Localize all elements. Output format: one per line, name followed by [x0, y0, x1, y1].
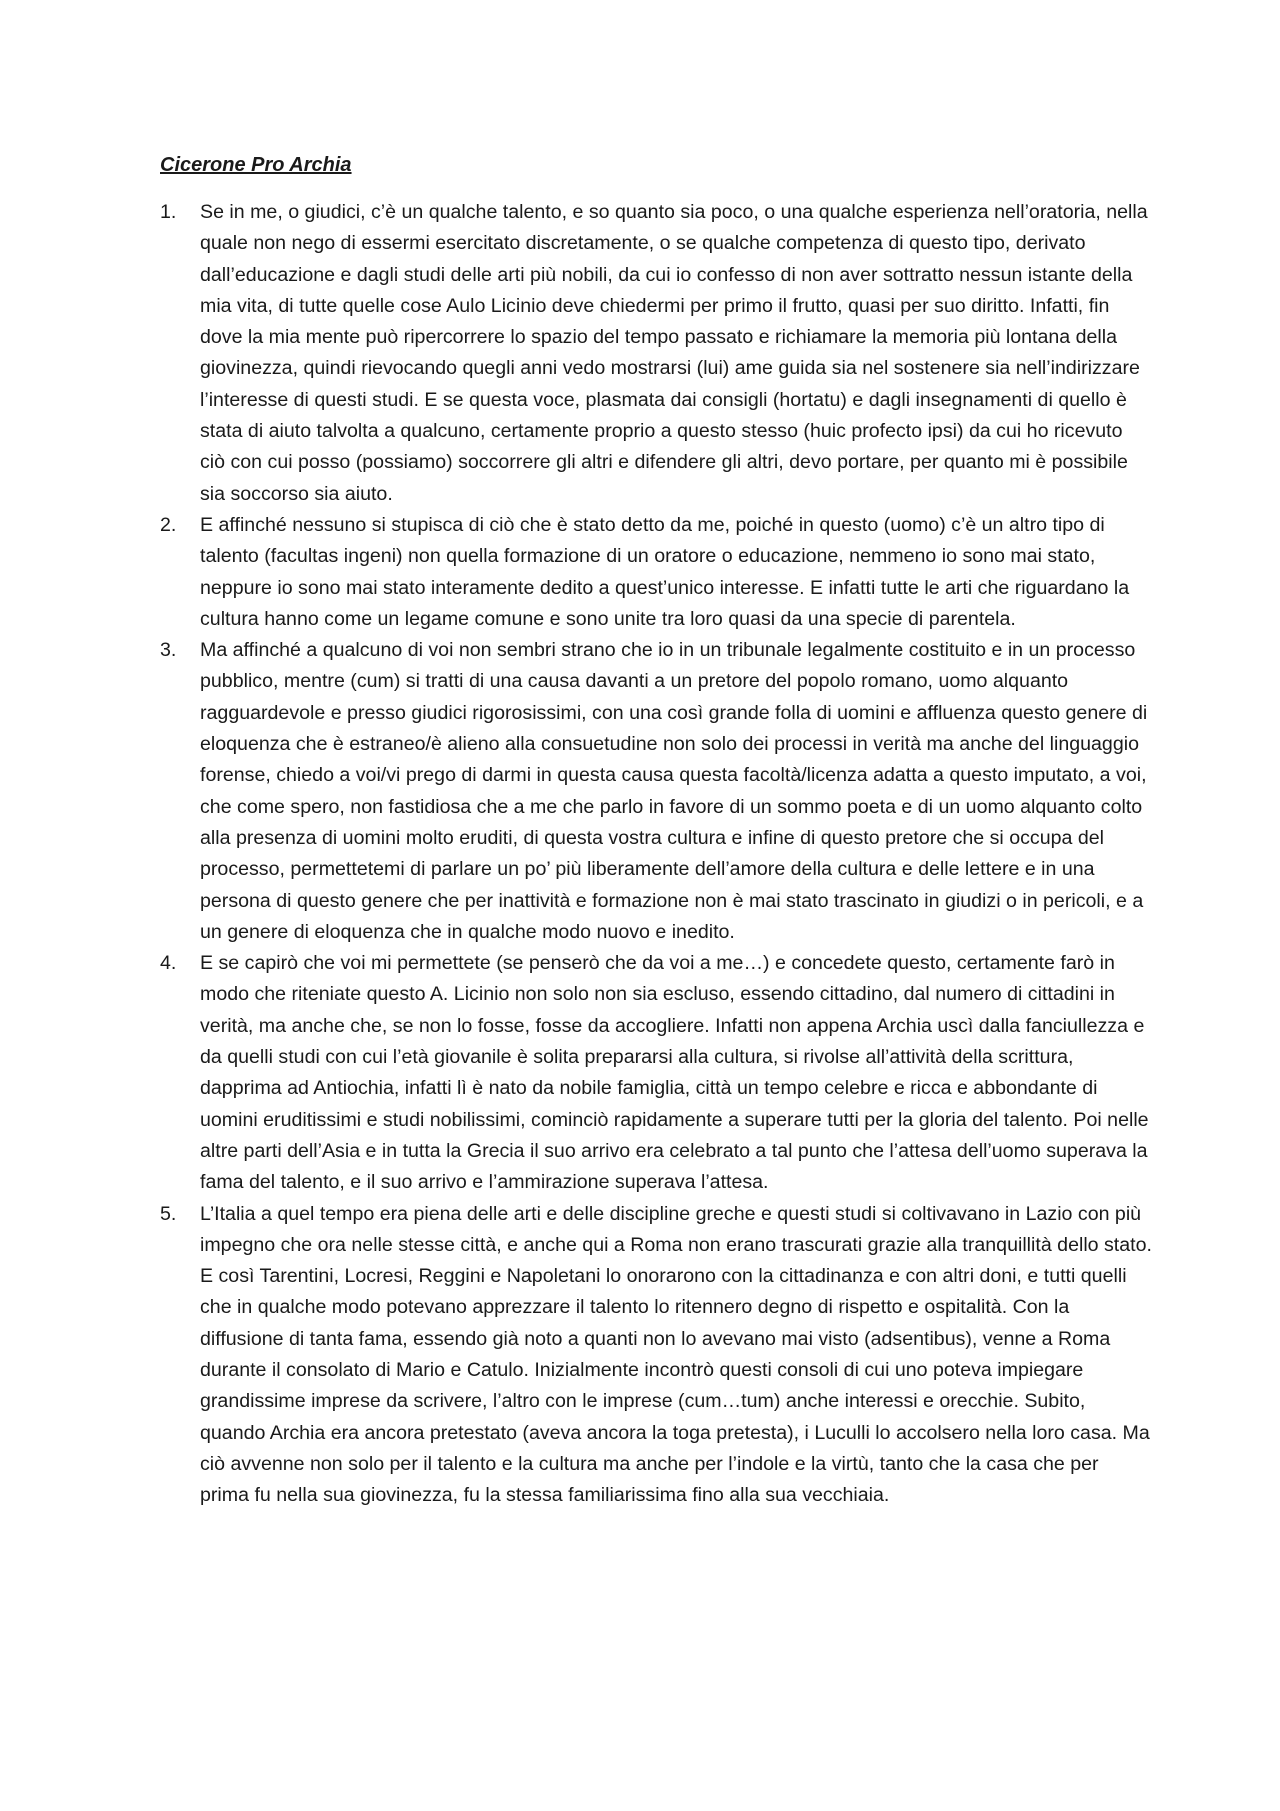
paragraph-number: 3.: [160, 639, 177, 662]
paragraph-1: [160, 197, 1152, 510]
paragraph-number: 1.: [160, 201, 177, 223]
paragraph-5: [160, 1199, 1152, 1512]
document-body: [160, 151, 1152, 1511]
paragraph-number: 2.: [160, 513, 177, 536]
numbered-paragraph-list: [160, 197, 1152, 1511]
paragraph-4: [160, 948, 1152, 1198]
paragraph-2: [160, 510, 1152, 635]
paragraph-text: E se capirò che voi mi permettete (se penserò che da voi a me…) e concedete questo, certamente farò in modo che riteniate questo A. Licinio non solo non sia escluso, essendo cittadino, dal numero di cittadini in verità, ma anche che, se non lo fosse, fosse da accogliere. Infatti non appena Archia uscì dalla fanciullezza e da quelli studi con cui l’età giovanile è solita prepararsi alla cultura, si rivolse all’attività della scrittura, dapprima ad Antiochia, infatti lì è nato da nobile famiglia, città un tempo celebre e ricca e abbondante di uomini eruditissimi e studi nobilissimi, cominciò rapidamente a superare tutti per la gloria del talento. Poi nelle altre parti dell’Asia e in tutta la Grecia il suo arrivo era celebrato a tal punto che l’attesa dell’uomo superava la fama del talento, e il suo arrivo e l’ammirazione superava l’attesa.: [200, 952, 1149, 1194]
paragraph-number: 5.: [160, 1202, 177, 1225]
paragraph-text: Ma affinché a qualcuno di voi non sembri strano che io in un tribunale legalmente costituito e in un processo pubblico, mentre (cum) si tratti di una causa davanti a un pretore del popolo romano, uomo alquanto ragguardevole e presso giudici rigorosissimi, con una così grande folla di uomini e affluenza questo genere di eloquenza che è estraneo/è alieno alla consuetudine non solo dei processi in verità ma anche del linguaggio forense, chiedo a voi/vi prego di darmi in questa causa questa facoltà/licenza adatta a questo imputato, a voi, che come spero, non fastidiosa che a me che parlo in favore di un sommo poeta e di un uomo alquanto colto alla presenza di uomini molto eruditi, di questa vostra cultura e infine di questo pretore che si occupa del processo, permettetemi di parlare un po’ più liberamente dell’amore della cultura e delle lettere e in una persona di questo genere che per inattività e formazione non è mai stato trascinato in giudizi o in pericoli, e a un genere di eloquenza che in qualche modo nuovo e inedito.: [200, 639, 1148, 943]
paragraph-number: 4.: [160, 952, 177, 975]
document-title: Cicerone Pro Archia: [160, 154, 352, 176]
paragraph-text: L’Italia a quel tempo era piena delle arti e delle discipline greche e questi studi si coltivavano in Lazio con più impegno che ora nelle stesse città, e anche qui a Roma non erano trascurati grazie alla tranquillità dello stato. E così Tarentini, Locresi, Reggini e Napoletani lo onorarono con la cittadinanza e con altri doni, e tutti quelli che in qualche modo potevano apprezzare il talento lo ritennero degno di rispetto e ospitalità. Con la diffusione di tanta fama, essendo già noto a quanti non lo avevano mai visto (adsentibus), venne a Roma durante il consolato di Mario e Catulo. Inizialmente incontrò questi consoli di cui uno poteva impiegare grandissime imprese da scrivere, l’altro con le imprese (cum…tum) anche interessi e orecchie. Subito, quando Archia era ancora pretestato (aveva ancora la toga pretesta), i Luculli lo accolsero nella loro casa. Ma ciò avvenne non solo per il talento e la cultura ma anche per l’indole e la virtù, tanto che la casa che per prima fu nella sua giovinezza, fu la stessa familiarissima fino alla sua vecchiaia.: [200, 1202, 1152, 1507]
paragraph-3: [160, 635, 1152, 948]
paragraph-text: E affinché nessuno si stupisca di ciò che è stato detto da me, poiché in questo (uomo) c’è un altro tipo di talento (facultas ingeni) non quella formazione di un oratore o educazione, nemmeno io sono mai stato, neppure io sono mai stato interamente dedito a quest’unico interesse. E infatti tutte le arti che riguardano la cultura hanno come un legame comune e sono unite tra loro quasi da una specie di parentela.: [200, 513, 1130, 630]
paragraph-text: Se in me, o giudici, c’è un qualche talento, e so quanto sia poco, o una qualche esperienza nell’oratoria, nella quale non nego di essermi esercitato discretamente, o se qualche competenza di questo tipo, derivato dall’educazione e dagli studi delle arti più nobili, da cui io confesso di non aver sottratto nessun istante della mia vita, di tutte quelle cose Aulo Licinio deve chiedermi per primo il frutto, quasi per suo diritto. Infatti, fin dove la mia mente può ripercorrere lo spazio del tempo passato e richiamare la memoria più lontana della giovinezza, quindi rievocando quegli anni vedo mostrarsi (lui) ame guida sia nel sostenere sia nell’indirizzare l’interesse di questi studi. E se questa voce, plasmata dai consigli (hortatu) e dagli insegnamenti di quello è stata di aiuto talvolta a qualcuno, certamente proprio a questo stesso (huic profecto ipsi) da cui ho ricevuto ciò con cui posso (possiamo) soccorrere gli altri e difendere gli altri, devo portare, per quanto mi è possibile sia soccorso sia aiuto.: [200, 201, 1148, 505]
